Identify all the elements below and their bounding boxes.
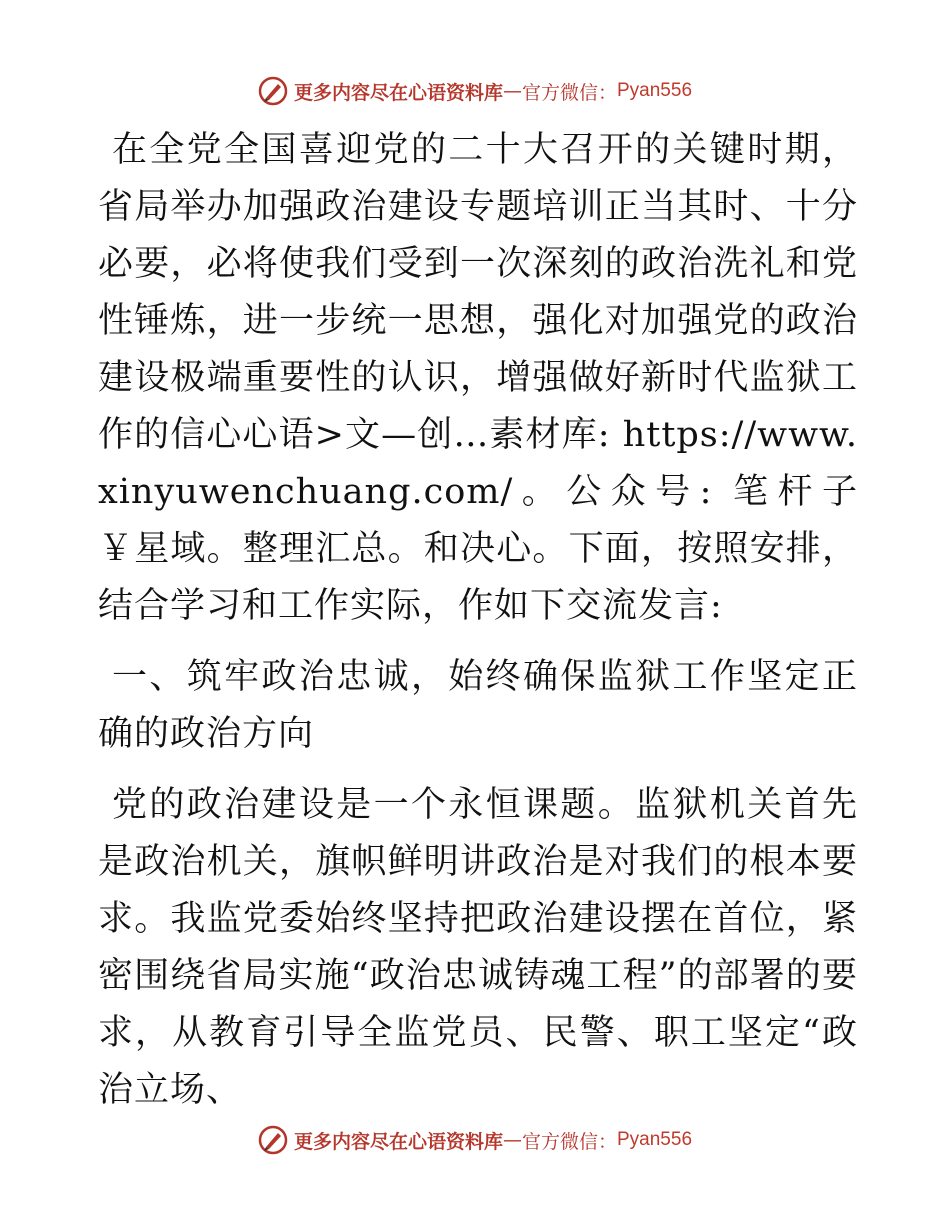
banner-wechat-label: 官方微信： <box>521 81 617 104</box>
header-banner <box>0 71 950 111</box>
banner-title: 更多内容尽在心语资料库 <box>293 81 503 104</box>
paragraph-2: 党的政治建设是一个永恒课题。监狱机关首先是政治机关，旗帜鲜明讲政治是对我们的根本要求。我监党委始终坚持把政治建设摆在首位，紧密围绕省局实施“政治忠诚铸魂工程”的部署的要求，从教育引导全监党员、民警、职工坚定“政治立场、 <box>98 785 858 1110</box>
section-heading-1: 一、筑牢政治忠诚，始终确保监狱工作坚定正确的政治方向 <box>98 657 858 754</box>
banner-wechat-id: Pyan556 <box>617 80 693 101</box>
banner-wechat-id: Pyan556 <box>617 1129 693 1150</box>
document-body <box>98 122 858 1119</box>
paragraph-intro: 在全党全国喜迎党的二十大召开的关键时期，省局举办加强政治建设专题培训正当其时、十分必要，必将使我们受到一次深刻的政治洗礼和党性锤炼，进一步统一思想，强化对加强党的政治建设极端重要性的认识，增强做好新时代监狱工作的信心心语>文—创…素材库: https://www.xinyuwenchuang.com/。公众号: 笔杆子￥星域。整理汇总。和决心。下面，按照安排，结合学习和工作实际，作如下交流发言: <box>98 130 858 626</box>
banner-dash: — <box>502 80 522 102</box>
footer-banner <box>0 1120 950 1160</box>
pen-logo-icon <box>258 76 288 106</box>
pen-logo-icon <box>258 1125 288 1155</box>
banner-title: 更多内容尽在心语资料库 <box>293 1130 503 1153</box>
banner-wechat-label: 官方微信： <box>521 1130 617 1153</box>
banner-dash: — <box>502 1129 522 1151</box>
